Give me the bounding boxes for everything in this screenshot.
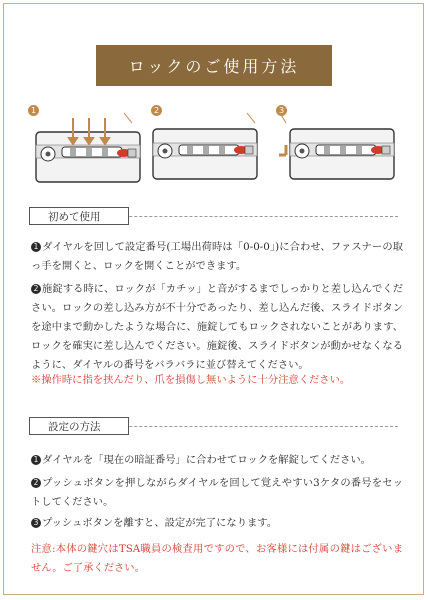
- step-number-badge: 1: [31, 455, 41, 465]
- arrow-left-icon: [279, 145, 286, 155]
- step-number-badge: 1: [31, 242, 41, 252]
- lock-body-icon: [276, 105, 402, 190]
- step-number-badge: 3: [31, 518, 41, 528]
- lock-body-icon: [151, 105, 277, 190]
- step-number-badge: 1: [28, 105, 39, 116]
- setting-paragraph-2: 2 プッシュボタンを押しながらダイヤルを回して覚えやすい3ケタの番号をセットしてください。: [31, 477, 403, 508]
- setting-paragraph-1: 1 ダイヤルを「現在の暗証番号」に合わせてロックを解錠してください。: [31, 451, 403, 470]
- first-use-paragraph-1: 1 ダイヤルを回して設定番号(工場出荷時は「0-0-0」)に合わせ、ファスナーの取っ手を開くと、ロックを開くことができます。: [31, 241, 403, 272]
- arrow-down-icon: [69, 118, 109, 144]
- section-heading-first-use: 初めて使用: [29, 207, 129, 225]
- lock-body-icon: [28, 105, 154, 190]
- section-heading-setting: 設定の方法: [29, 417, 129, 435]
- step-3-illustration: [276, 105, 402, 190]
- tsa-note: 注意:本体の鍵穴はTSA職員の検査用ですので、お客様には付属の鍵はございません。ご了承ください。: [31, 543, 403, 574]
- first-use-warning: ※操作時に指を挟んだり、爪を損傷し無いように十分注意ください。: [31, 374, 351, 386]
- step-number-badge: 2: [31, 478, 41, 488]
- step-number-badge: 3: [276, 105, 287, 116]
- step-2-illustration: [151, 105, 277, 190]
- step-number-badge: 2: [151, 105, 162, 116]
- step-1-illustration: [28, 105, 154, 190]
- setting-paragraph-3: 3 プッシュボタンを離すと、設定が完了になります。: [31, 514, 403, 533]
- step-number-badge: 2: [31, 284, 41, 294]
- page-title: ロックのご使用方法: [96, 45, 332, 86]
- first-use-paragraph-2: 2 施錠する時に、ロックが「カチッ」と音がするまでしっかりと差し込んでください。ロックの差し込み方が不十分であったり、差し込んだ後、スライドボタンを途中まで動かしたような場合に、施錠してもロックされないことがあります、ロックを確実に差し込んでください。施錠後、スライドボタンが動かせなくなるように、ダイヤルの番号をバラバラに並び替えてください。: [31, 283, 403, 371]
